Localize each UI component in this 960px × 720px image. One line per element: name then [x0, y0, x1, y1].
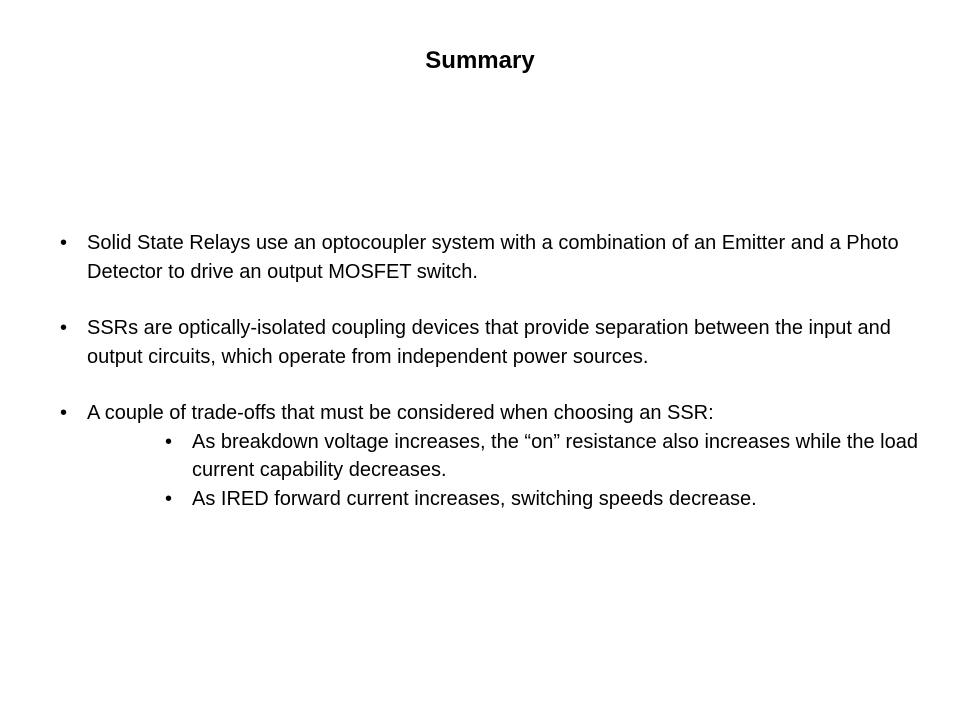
- bullet-text: A couple of trade-offs that must be considered when choosing an SSR:: [87, 402, 714, 424]
- bullet-item: [60, 229, 920, 286]
- sub-bullet-item: [165, 428, 920, 485]
- sub-bullet-item: [165, 485, 920, 514]
- sub-bullet-list: [87, 428, 920, 514]
- sub-bullet-dot: •: [165, 487, 173, 510]
- bullet-item: [60, 399, 920, 513]
- bullet-list: [60, 229, 920, 513]
- bullet-dot: •: [60, 232, 68, 254]
- bullet-dot: •: [60, 317, 68, 339]
- bullet-text: SSRs are optically-isolated coupling devices that provide separation between the input and output circuits, which operate from independent power sources.: [87, 317, 891, 368]
- sub-bullet-text: As breakdown voltage increases, the “on” resistance also increases while the load current capability decreases.: [192, 430, 918, 481]
- bullet-text: Solid State Relays use an optocoupler system with a combination of an Emitter and a Photo Detector to drive an output MOSFET switch.: [87, 232, 899, 283]
- sub-bullet-dot: •: [165, 430, 173, 453]
- slide-title: Summary: [425, 47, 535, 74]
- sub-bullet-text: As IRED forward current increases, switching speeds decrease.: [192, 487, 757, 510]
- bullet-dot: •: [60, 402, 68, 424]
- bullet-item: [60, 314, 920, 371]
